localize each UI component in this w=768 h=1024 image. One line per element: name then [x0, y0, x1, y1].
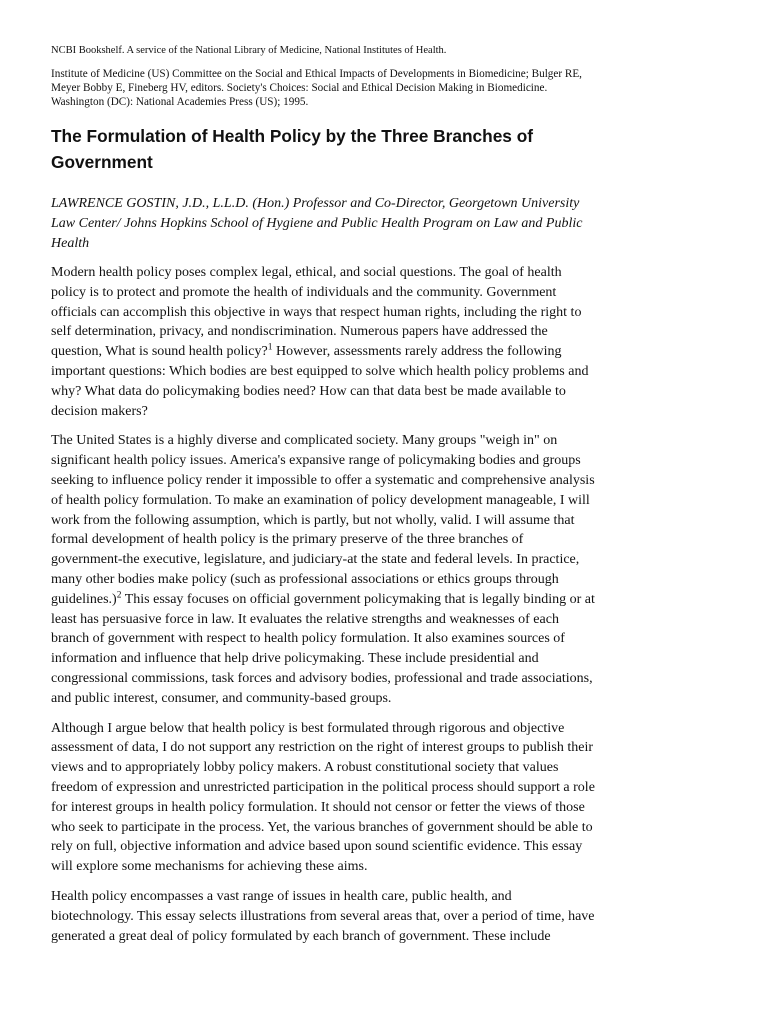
paragraph-2-text-b: This essay focuses on official government policymaking that is legally binding or at least has persuasive force in law. It evaluates the relative strengths and weaknesses of each branch of government with respect to health policy formulation. It also examines sources of information and influence that help drive policymaking. These include presidential and congressional commissions, task forces and advisory bodies, professional and trade associations, and public interest, consumer, and community-based groups. — [51, 591, 595, 706]
article-title: The Formulation of Health Policy by the Three Branches of Government — [51, 126, 534, 172]
paragraph-1-text-a: Modern health policy poses complex legal, ethical, and social questions. The goal of health policy is to protect and promote the health of individuals and the community. Government officials can accomplish this objective in ways that respect human rights, including the right to self determination, privacy, and nondiscrimination. Numerous papers have addressed the question, What is sound health policy? — [51, 265, 582, 360]
author-byline: LAWRENCE GOSTIN, J.D., L.L.D. (Hon.) Professor and Co-Director, Georgetown University Law Center/ Johns Hopkins School of Hygiene and Public Health Program on Law and Public Health — [51, 196, 583, 251]
paragraph-1-text-b: However, assessments rarely address the following important questions: Which bodies are best equipped to solve which health policy problems and why? What data do policymaking bodies need? How can that data best be made available to decision makers? — [51, 344, 589, 419]
paragraph-2-text-a: The United States is a highly diverse and complicated society. Many groups "weigh in" on significant health policy issues. America's expansive range of policymaking bodies and groups seeking to influence policy render it impossible to offer a systematic and comprehensive analysis of health policy formulation. To make an examination of policy development manageable, I will work from the following assumption, which is partly, but not wholly, valid. I will assume that formal development of health policy is the primary preserve of the three branches of government-the executive, legislature, and judiciary-at the state and federal levels. In practice, many other bodies make policy (such as professional associations or ethics groups through guidelines.) — [51, 433, 595, 607]
paragraph-4: Health policy encompasses a vast range of issues in health care, public health, and biotechnology. This essay selects illustrations from several areas that, over a period of time, have generated a great deal of policy formulated by each branch of government. These include — [51, 888, 595, 944]
document-page — [51, 44, 596, 956]
paragraph-2 — [51, 431, 596, 708]
paragraph-1 — [51, 263, 596, 421]
footnote-ref-1[interactable]: 1 — [267, 342, 273, 353]
footnote-ref-2[interactable]: 2 — [116, 590, 122, 601]
citation: Institute of Medicine (US) Committee on the Social and Ethical Impacts of Developments in Biomedicine; Bulger RE, Meyer Bobby E, Fineberg HV, editors. Society's Choices: Social and Ethical Decision Making in Biomedicine. Washington (DC): National Academies Press (US); 1995. — [51, 68, 582, 108]
bookshelf-line: NCBI Bookshelf. A service of the National Library of Medicine, National Institutes of Health. — [51, 45, 447, 56]
paragraph-3: Although I argue below that health policy is best formulated through rigorous and objective assessment of data, I do not support any restriction on the right of interest groups to publish their views and to appropriately lobby policy makers. A robust constitutional society that values freedom of expression and unrestricted participation in the political process should support a role for interest groups in health policy formulation. It should not censor or fetter the views of those who seek to participate in the process. Yet, the various branches of government should be able to rely on full, objective information and advice based upon sound scientific evidence. This essay will explore some mechanisms for achieving these aims. — [51, 720, 595, 875]
